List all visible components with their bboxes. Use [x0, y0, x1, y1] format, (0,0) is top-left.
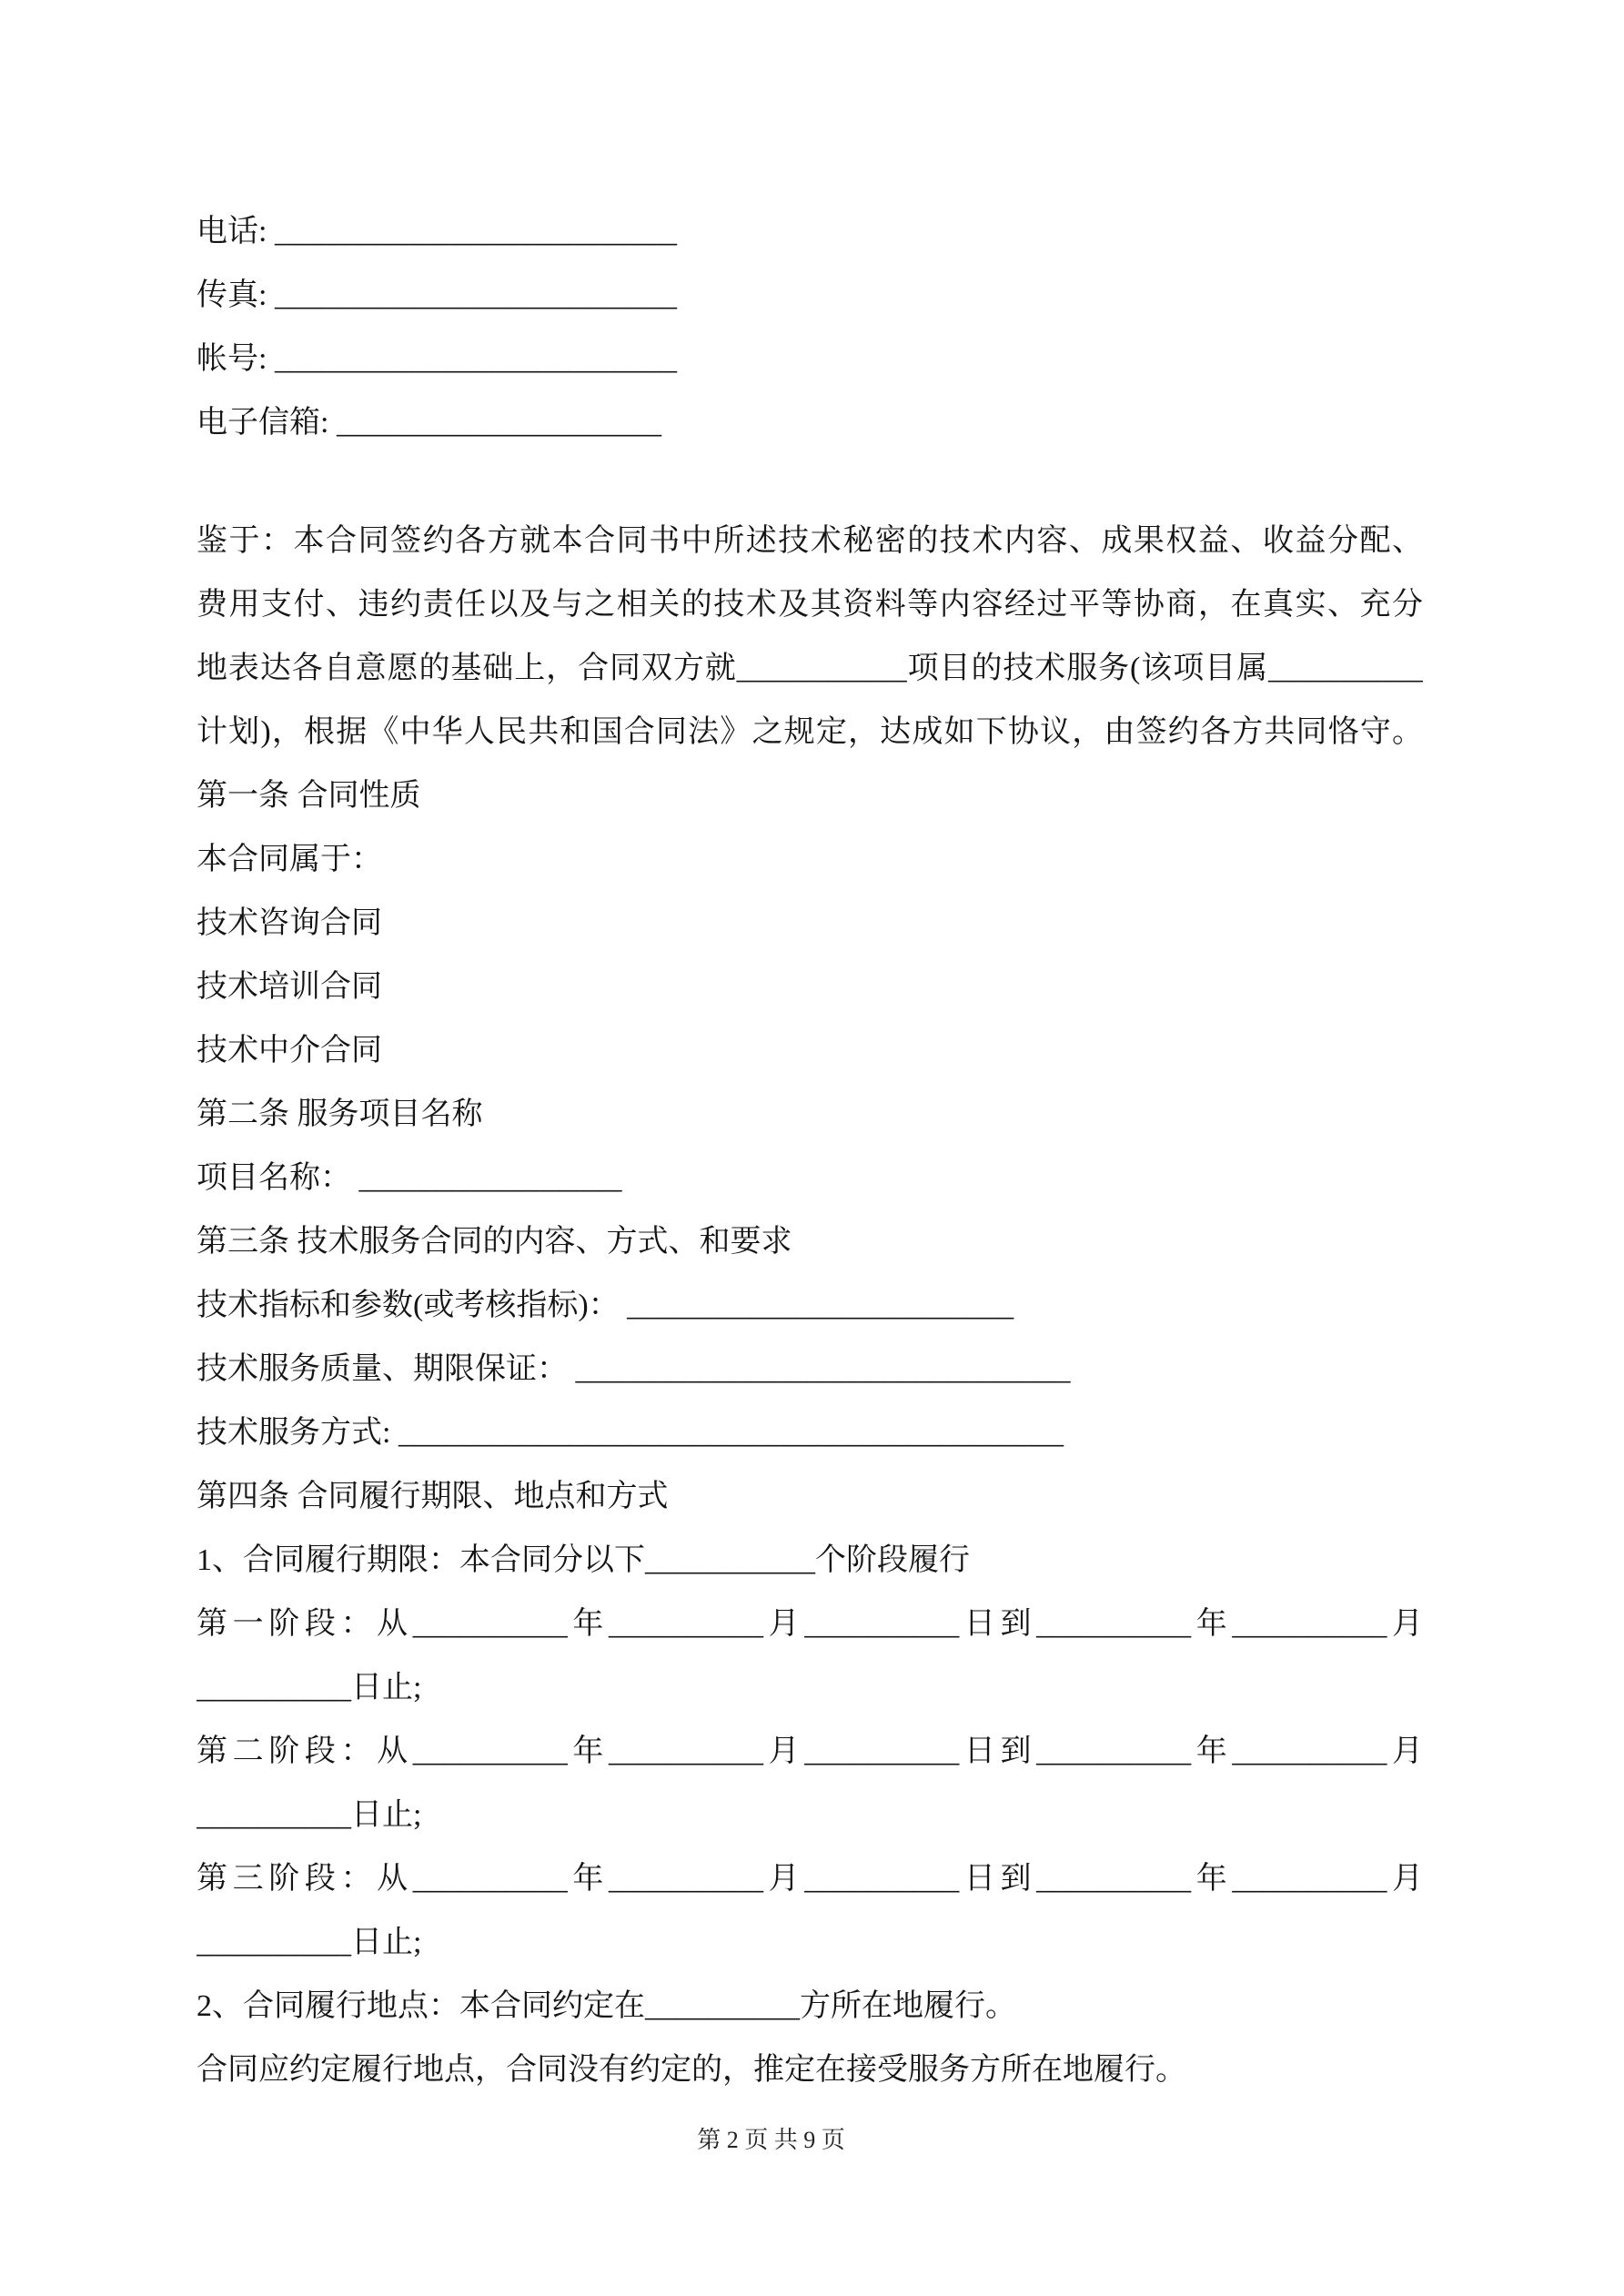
performance-term-line: 1、合同履行期限：本合同分以下___________个阶段履行 [197, 1543, 970, 1577]
whereas-paragraph-line-1: 鉴于：本合同签约各方就本合同书中所述技术秘密的技术内容、成果权益、收益分配、 [197, 524, 1423, 558]
article-1-heading: 第一条 合同性质 [197, 779, 421, 813]
stage-2-line: 第二阶段：从__________年__________月__________日到__________年__________月 [197, 1735, 1423, 1768]
stage-1-line: 第一阶段：从__________年__________月__________日到__________年__________月 [197, 1607, 1423, 1641]
field-phone: 电话: __________________________ [197, 215, 677, 248]
page-number-footer: 第 2 页 共 9 页 [697, 2127, 845, 2153]
stage-3-line: 第三阶段：从__________年__________月__________日到__________年__________月 [197, 1862, 1423, 1896]
option-intermediary-contract: 技术中介合同 [197, 1034, 382, 1067]
article-2-heading: 第二条 服务项目名称 [197, 1097, 483, 1131]
field-tech-indicators: 技术指标和参数(或考核指标)： _________________________ [197, 1289, 1014, 1322]
blank-spacer [197, 455, 1423, 510]
option-consulting-contract: 技术咨询合同 [197, 906, 382, 940]
whereas-paragraph-line-4: 计划)，根据《中华人民共和国合同法》之规定，达成如下协议，由签约各方共同恪守。 [197, 715, 1423, 749]
whereas-paragraph-line-3: 地表达各自意愿的基础上，合同双方就___________项目的技术服务(该项目属__________ [197, 652, 1423, 685]
field-fax: 传真: __________________________ [197, 278, 677, 312]
stage-3-end-line: __________日止; [197, 1926, 422, 1959]
field-service-quality: 技术服务质量、期限保证： ________________________________ [197, 1352, 1071, 1386]
option-training-contract: 技术培训合同 [197, 970, 382, 1004]
article-4-heading: 第四条 合同履行期限、地点和方式 [197, 1480, 669, 1513]
contract-type-label: 本合同属于： [197, 843, 382, 876]
field-service-method: 技术服务方式: ___________________________________________ [197, 1416, 1064, 1450]
field-account-number: 帐号: __________________________ [197, 342, 677, 376]
performance-place-note: 合同应约定履行地点，合同没有约定的，推定在接受服务方所在地履行。 [197, 2053, 1186, 2087]
whereas-paragraph-line-2: 费用支付、违约责任以及与之相关的技术及其资料等内容经过平等协商，在真实、充分 [197, 588, 1423, 622]
stage-1-end-line: __________日止; [197, 1671, 422, 1704]
field-email: 电子信箱: _____________________ [197, 406, 661, 440]
document-body [197, 200, 1423, 2102]
stage-2-end-line: __________日止; [197, 1798, 422, 1832]
article-3-heading: 第三条 技术服务合同的内容、方式、和要求 [197, 1225, 792, 1259]
field-project-name: 项目名称： _________________ [197, 1161, 622, 1195]
performance-place-line: 2、合同履行地点：本合同约定在__________方所在地履行。 [197, 1989, 1016, 2023]
